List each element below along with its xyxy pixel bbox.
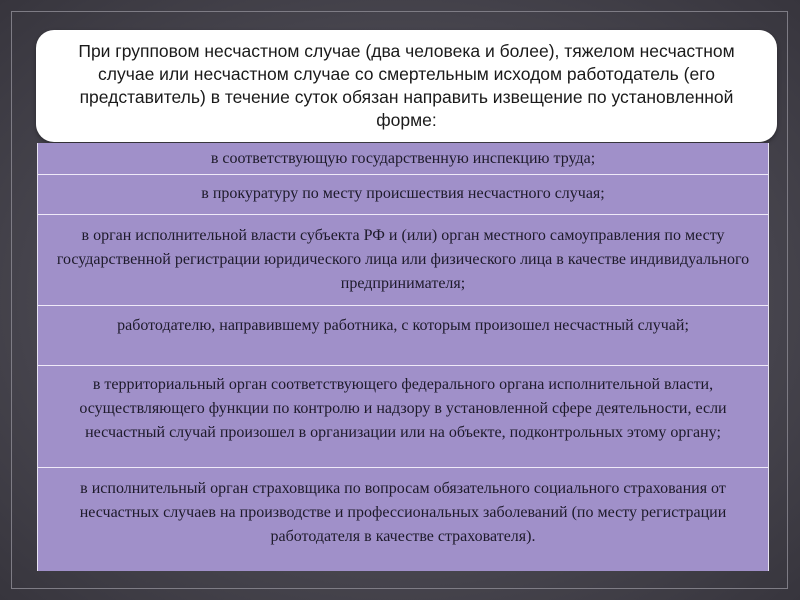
table-row xyxy=(38,143,768,174)
row-text: в соответствующую государственную инспекцию труда; xyxy=(210,150,596,167)
table-row xyxy=(38,365,768,467)
recipients-table xyxy=(37,143,769,571)
table-row xyxy=(38,467,768,571)
row-text: в исполнительный орган страховщика по вопросам обязательного социального страхования от несчастных случаев на производстве и профессиональных заболеваний (по месту регистрации работодателя в качестве страхователя). xyxy=(79,480,727,545)
row-text: в орган исполнительной власти субъекта РФ и (или) орган местного самоуправления по месту государственной регистрации юридического лица или физического лица в качестве индивидуального предпринимателя; xyxy=(56,227,750,292)
table-row xyxy=(38,214,768,305)
row-text: работодателю, направившему работника, с которым произошел несчастный случай; xyxy=(117,317,689,334)
header-text: При групповом несчастном случае (два человека и более), тяжелом несчастном случае или несчастном случае со смертельным исходом работодатель (его представитель) в течение суток обязан направить извещение по установленной форме: xyxy=(78,41,735,130)
row-text: в территориальный орган соответствующего федерального органа исполнительной власти, осуществляющего функции по контролю и надзору в установленной сфере деятельности, если несчастный случай произошел в организации или на объекте, подконтрольных этому органу; xyxy=(79,376,727,441)
table-row xyxy=(38,174,768,214)
row-text: в прокуратуру по месту происшествия несчастного случая; xyxy=(201,185,605,202)
header-box xyxy=(36,30,777,142)
table-row xyxy=(38,305,768,365)
